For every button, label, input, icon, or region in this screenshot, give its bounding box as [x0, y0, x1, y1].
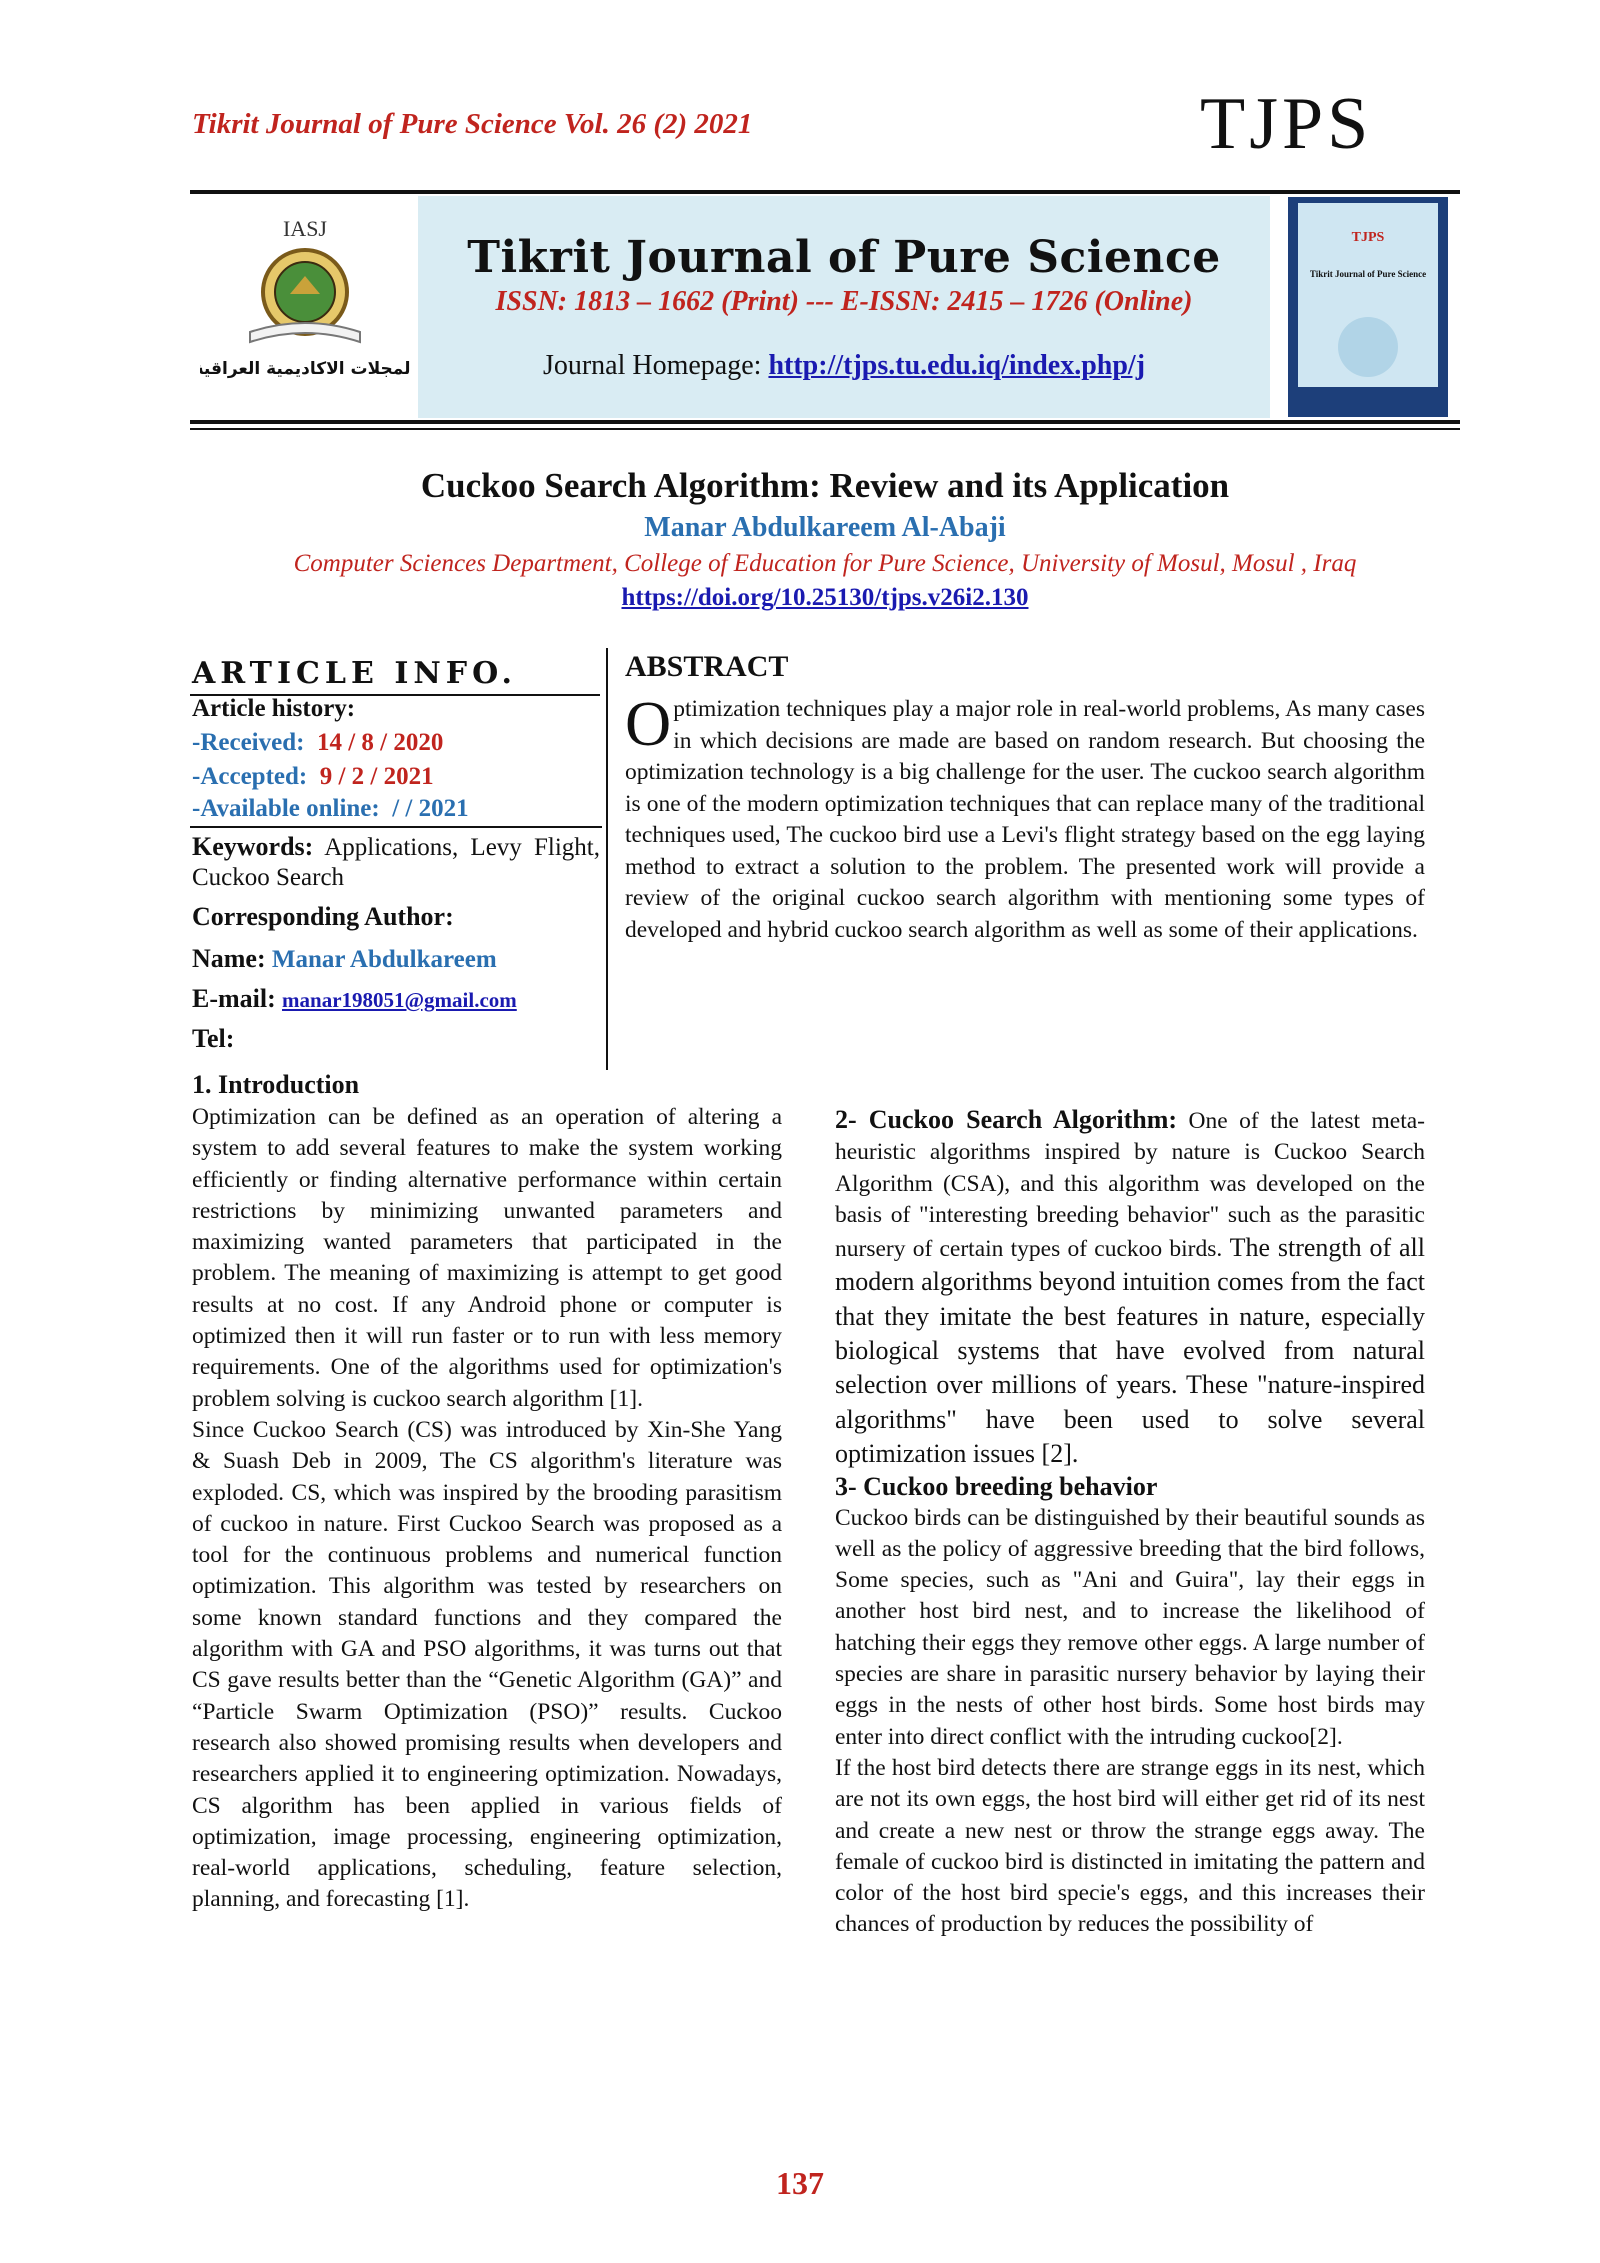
- accepted-line: [192, 762, 600, 792]
- intro-paragraph-1: Optimization can be defined as an operation of altering a system to add several features to make the system working efficiently or finding alternative performance within certain restrictions by minimizing unwanted parameters and maximizing wanted parameters that participated in the problem. The meaning of maximizing is attempt to get good results at no cost. If any Android phone or computer is optimized then it will run faster or to run with less memory requirements. One of the algorithms used for optimization's problem solving is cuckoo search algorithm [1].: [192, 1104, 782, 1412]
- accepted-date: 9 / 2 / 2021: [319, 763, 434, 790]
- corresponding-author-label: Corresponding Author:: [192, 902, 454, 931]
- csa-paragraph-strong: The strength of all modern algorithms beyond intuition comes from the fact that they imitate the best features in nature, especially biological systems that have evolved from natural selection over millions of years. These "nature-inspired algorithms" have been used to solve several optimization issues [2].: [835, 1233, 1425, 1468]
- doi-link[interactable]: https://doi.org/10.25130/tjps.v26i2.130: [621, 584, 1029, 611]
- breeding-paragraph-1: Cuckoo birds can be distinguished by their beautiful sounds as well as the policy of aggressive breeding that the bird follows, Some species, such as "Ani and Guira", lay their eggs in another host bird nest, and to increase the likelihood of hatching their eggs they remove other eggs. A large number of species are share in parasitic nursery behavior by laying their eggs in the nests of other host birds. Some host birds may enter into direct conflict with the intruding cuckoo[2].: [835, 1504, 1425, 1750]
- affiliation: Computer Sciences Department, College of Education for Pure Science, University of Mosul, Mosul , Iraq: [293, 550, 1357, 577]
- doi: [190, 584, 1460, 612]
- abstract-text: [625, 688, 1425, 946]
- csa-heading: 2- Cuckoo Search Algorithm:: [835, 1105, 1178, 1134]
- banner-title: Tikrit Journal of Pure Science: [467, 232, 1221, 283]
- online-line: [192, 794, 600, 824]
- email-link[interactable]: manar198051@gmail.com: [282, 988, 517, 1012]
- keywords-label: Keywords:: [192, 832, 314, 861]
- iasj-logo: [200, 214, 410, 384]
- name-label: Name:: [192, 944, 266, 973]
- banner-issn: ISSN: 1813 – 1662 (Print) --- E-ISSN: 2415 – 1726 (Online): [495, 286, 1193, 317]
- article-history-label: Article history:: [192, 695, 356, 722]
- csa-paragraph: One of the latest meta-heuristic algorithms inspired by nature is Cuckoo Search Algorithm (CSA), and this algorithm was developed on the basis of "interesting breeding behavior" such as the parasitic nursery of certain types of cuckoo birds.: [835, 1108, 1425, 1263]
- article-info-heading: ARTICLE INFO.: [192, 656, 517, 691]
- breeding-heading: 3- Cuckoo breeding behavior: [835, 1472, 1158, 1502]
- paper-title: Cuckoo Search Algorithm: Review and its Application: [420, 466, 1230, 505]
- tel-label: Tel:: [192, 1024, 235, 1053]
- online-date: / / 2021: [392, 795, 469, 822]
- received-date: 14 / 8 / 2020: [316, 729, 444, 756]
- journal-cover: [1288, 197, 1448, 417]
- left-column: [192, 1102, 782, 1916]
- abstract-body: ptimization techniques play a major role in real-world problems, As many cases in which decisions are made are based on random research. But choosing the optimization technology is a big challenge for the user. The cuckoo search algorithm is one of the modern optimization techniques that can replace many of the traditional techniques used, The cuckoo bird use a Levi's flight strategy based on the egg laying method to extract a solution to the problem. The presented work will provide a review of the original cuckoo search algorithm with mentioning some types of developed and hybrid cuckoo search algorithm as well as some of their applications.: [625, 696, 1425, 943]
- email-line: [192, 984, 600, 1015]
- banner-rule: [190, 420, 1460, 424]
- banner-rule-thin: [190, 428, 1460, 430]
- received-line: [192, 728, 600, 758]
- intro-paragraph-2: Since Cuckoo Search (CS) was introduced by Xin-She Yang & Suash Deb in 2009, The CS algorithm's literature was exploded. CS, which was inspired by the brooding parasitism of cuckoo in nature. First Cuckoo Search was proposed as a tool for the continuous problems and numerical function optimization. This algorithm was tested by researchers on some known standard functions and they compared the algorithm with GA and PSO algorithms, it was turns out that CS gave results better than the “Genetic Algorithm (GA)” and “Particle Swarm Optimization (PSO)” results. Cuckoo research also showed promising results when developers and researchers applied it to engineering optimization. Nowadays, CS algorithm has been applied in various fields of optimization, image processing, engineering optimization, real-world applications, scheduling, feature selection, planning, and forecasting [1].: [192, 1416, 782, 1913]
- keywords: [192, 832, 600, 893]
- homepage-link[interactable]: http://tjps.tu.edu.iq/index.php/j: [768, 350, 1146, 381]
- right-column: [835, 1104, 1425, 1941]
- cover-title: Tikrit Journal of Pure Science: [1309, 269, 1427, 279]
- keywords-value: Applications, Levy Flight, Cuckoo Search: [192, 834, 601, 891]
- email-label: E-mail:: [192, 984, 276, 1013]
- journal-mark: TJPS: [1200, 83, 1373, 165]
- logo-arabic: المجلات الاكاديمية العراقية: [200, 359, 410, 379]
- online-label: -Available online:: [192, 795, 380, 822]
- info-rule: [190, 826, 602, 828]
- introduction-heading: 1. Introduction: [192, 1070, 360, 1099]
- page-number: 137: [776, 2165, 824, 2201]
- abstract-dropcap: O: [625, 688, 672, 759]
- author-name: Manar Abdulkareem Al-Abaji: [644, 512, 1006, 543]
- logo-text: IASJ: [282, 216, 328, 241]
- accepted-label: -Accepted:: [192, 763, 308, 790]
- breeding-paragraph-2: If the host bird detects there are strange eggs in its nest, which are not its own eggs, the host bird will either get rid of its nest and create a new nest or throw the strange eggs away. The female of cuckoo bird is distincted in imitating the pattern and color of the host bird specie's eggs, and this increases their chances of production by reduces the possibility of: [835, 1754, 1425, 1938]
- running-head: Tikrit Journal of Pure Science Vol. 26 (2) 2021: [192, 108, 753, 140]
- banner-homepage: [418, 350, 1270, 382]
- cover-mark: TJPS: [1351, 230, 1385, 245]
- abstract-heading: ABSTRACT: [625, 650, 789, 683]
- homepage-label: Journal Homepage:: [542, 350, 769, 381]
- column-divider: [606, 648, 608, 1070]
- corresponding-name: Manar Abdulkareem: [271, 946, 497, 973]
- header-rule: [190, 190, 1460, 194]
- received-label: -Received:: [192, 729, 305, 756]
- name-line: [192, 944, 600, 975]
